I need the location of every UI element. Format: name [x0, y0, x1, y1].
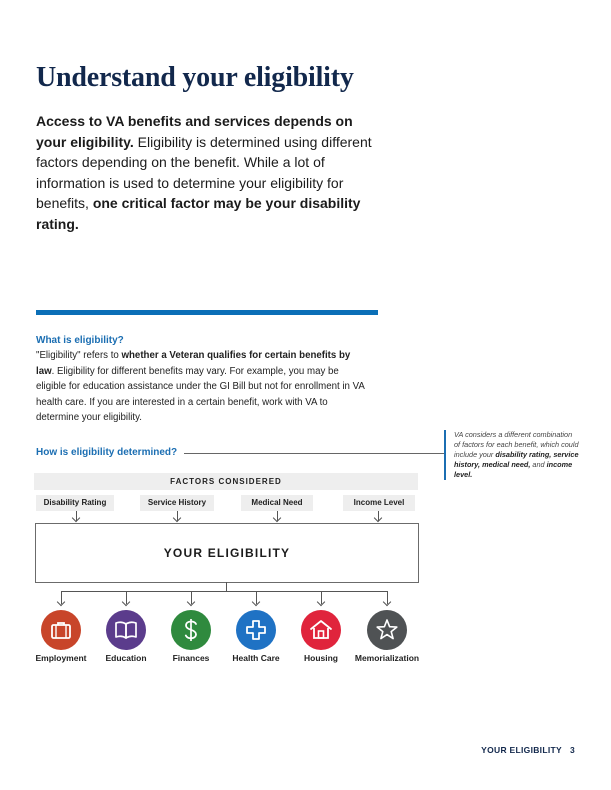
intro-body: Eligibility is determined using different factors depending on the benefit. While a lot of information is used to determine your eligibility for benefits, — [36, 133, 372, 211]
sidenote — [444, 430, 579, 480]
benefit-label-education: Education — [105, 653, 147, 663]
footer-section-title: YOUR ELIGIBILITY — [481, 745, 562, 755]
factor-medical-need: Medical Need — [241, 495, 313, 511]
what-is-eligibility-heading: What is eligibility? — [36, 335, 124, 346]
house-icon — [308, 618, 334, 642]
how-is-eligibility-heading: How is eligibility determined? — [36, 447, 178, 458]
arrowhead — [57, 598, 65, 606]
arrowhead — [122, 598, 130, 606]
heading-connector-line — [184, 453, 446, 454]
what-is-eligibility-text — [36, 348, 366, 426]
arrowhead — [173, 514, 181, 522]
arrowhead — [383, 598, 391, 606]
factor-disability-rating: Disability Rating — [36, 495, 114, 511]
eligibility-stem-line — [226, 582, 227, 591]
benefit-employment — [41, 610, 81, 650]
arrowhead — [317, 598, 325, 606]
eligibility-text-rest: . Eligibility for different benefits may vary. For example, you may be eligible for education assistance under the GI Bill but not for enrollment in VA health care. If you are interested in a certain benefit, work with VA to determine your eligibility. — [36, 365, 365, 423]
book-icon — [113, 618, 139, 642]
intro-bold-lead: Access to VA benefits and services depends on your eligibility. — [36, 113, 353, 150]
dollar-icon — [179, 617, 203, 643]
sidenote-bold-income: income level. — [454, 460, 573, 479]
benefit-health-care — [236, 610, 276, 650]
sidenote-text: VA considers a different combination of factors for each benefit, which could include your — [454, 430, 579, 459]
factors-considered-header: FACTORS CONSIDERED — [34, 473, 418, 490]
briefcase-icon — [49, 618, 73, 642]
eligibility-text-start: "Eligibility" refers to — [36, 350, 122, 361]
intro-bold-tail: one critical factor may be your disability rating. — [36, 195, 361, 232]
sidenote-bold-factors: disability rating, service history, medical need, — [454, 450, 579, 469]
benefit-label-finances: Finances — [172, 653, 210, 663]
benefit-finances — [171, 610, 211, 650]
arrowhead — [374, 514, 382, 522]
benefit-label-health-care: Health Care — [232, 653, 280, 663]
intro-paragraph — [36, 111, 381, 234]
eligibility-text-bold: whether a Veteran qualifies for certain benefits by law — [36, 350, 351, 377]
arrowhead — [72, 514, 80, 522]
section-divider — [36, 310, 378, 315]
factor-income-level: Income Level — [343, 495, 415, 511]
arrowhead — [252, 598, 260, 606]
sidenote-and: and — [530, 460, 547, 469]
benefit-label-employment: Employment — [35, 653, 87, 663]
arrowhead — [187, 598, 195, 606]
arrowhead — [273, 514, 281, 522]
page-number: 3 — [569, 745, 575, 755]
factor-service-history: Service History — [140, 495, 214, 511]
medical-cross-icon — [244, 618, 268, 642]
benefit-education — [106, 610, 146, 650]
benefit-memorialization — [367, 610, 407, 650]
benefit-label-memorialization: Memorialization — [354, 653, 420, 663]
page-title: Understand your eligibility — [36, 62, 354, 93]
star-icon — [374, 617, 400, 643]
benefit-label-housing: Housing — [304, 653, 338, 663]
benefits-branch-line — [61, 591, 387, 592]
your-eligibility-box: YOUR ELIGIBILITY — [35, 523, 419, 583]
benefit-housing — [301, 610, 341, 650]
page-footer — [481, 745, 575, 755]
